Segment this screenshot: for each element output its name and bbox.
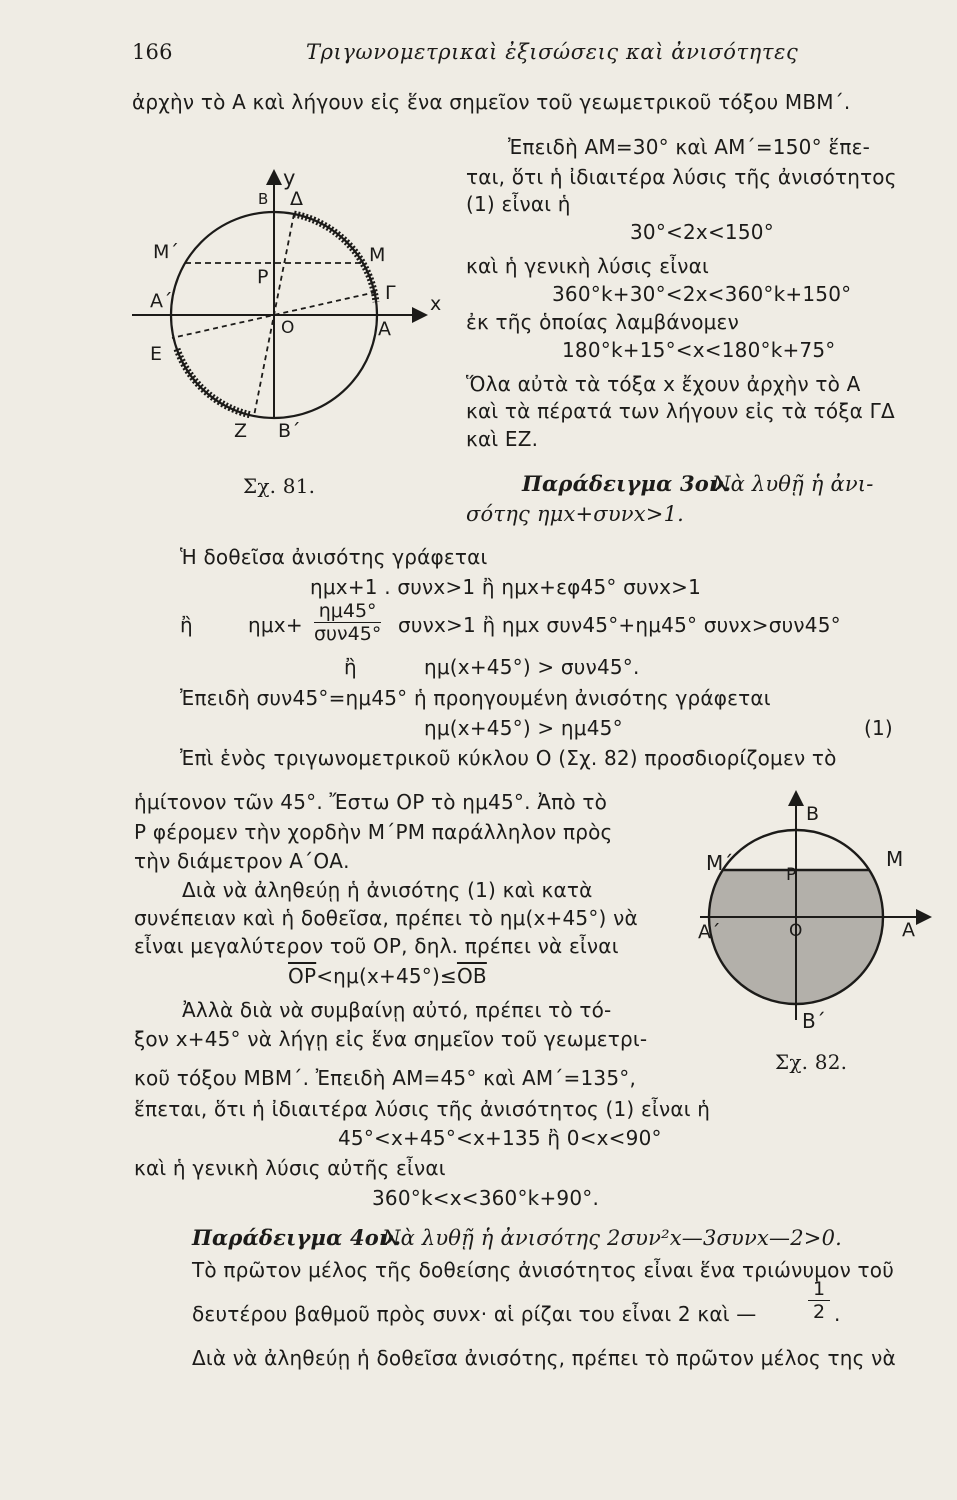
- text-line: Ἀλλὰ διὰ νὰ συμβαίνῃ αὐτό, πρέπει τὸ τό-: [182, 998, 612, 1022]
- fig82-label-a: Α: [902, 919, 915, 941]
- text-line: ἐκ τῆς ὁποίας λαμβάνομεν: [466, 310, 739, 334]
- equation: ημ(x+45°) > ημ45°: [424, 716, 623, 740]
- fraction-denominator: συν45°: [314, 623, 382, 645]
- text-line: ξον x+45° νὰ λήγῃ εἰς ἕνα σημεῖον τοῦ γεωμετρι-: [134, 1027, 648, 1051]
- fig81-label-x: x: [430, 293, 442, 315]
- fig81-label-a1: Α΄: [150, 290, 173, 312]
- fig81-label-m1: Μ΄: [153, 241, 179, 263]
- fig82-label-b1: Β΄: [802, 1009, 826, 1033]
- fig81-label-delta: Δ: [290, 188, 303, 210]
- fig82-label-m: Μ: [886, 847, 904, 871]
- fig82-label-m1: Μ΄: [706, 851, 734, 875]
- text-line: ἕπεται, ὅτι ἡ ἰδιαιτέρα λύσις τῆς ἀνισότητος (1) εἶναι ἡ: [134, 1097, 711, 1121]
- text-line: Τὸ πρῶτον μέλος τῆς δοθείσης ἀνισότητος εἶναι ἕνα τριώνυμον τοῦ: [192, 1258, 894, 1282]
- text-line: ται, ὅτι ἡ ἰδιαιτέρα λύσις τῆς ἀνισότητος: [466, 165, 897, 189]
- fraction-numerator: 1: [808, 1278, 830, 1301]
- inequality: 45°<x+45°<x+135 ἢ 0<x<90°: [338, 1126, 662, 1150]
- fig81-label-m: Μ: [369, 244, 386, 266]
- text-line: ἡμίτονον τῶν 45°. Ἔστω ΟΡ τὸ ημ45°. Ἀπὸ τὸ: [134, 790, 608, 814]
- fig81-label-z: Ζ: [234, 420, 248, 442]
- text-line: Ἐπειδὴ ΑΜ=30° καὶ ΑΜ΄=150° ἕπε-: [508, 135, 871, 159]
- text-line: Διὰ νὰ ἀληθεύῃ ἡ ἀνισότης (1) καὶ κατὰ: [182, 878, 593, 902]
- fig81-label-y: y: [283, 166, 296, 190]
- fig82-label-a1: Α΄: [698, 921, 721, 943]
- inequality-middle: <ημ(x+45°)≤: [316, 964, 457, 988]
- fig82-label-b: Β: [806, 803, 820, 825]
- fig81-label-e: Ε: [150, 343, 163, 365]
- figure-81: [126, 155, 466, 505]
- text-line: καὶ ἡ γενικὴ λύσις αὐτῆς εἶναι: [134, 1156, 446, 1180]
- text-line: Ρ φέρομεν τὴν χορδὴν Μ΄ΡΜ παράλληλον πρὸς: [134, 820, 613, 844]
- fraction-denominator: 2: [812, 1301, 826, 1323]
- inequality: 360°k<x<360°k+90°.: [372, 1186, 600, 1210]
- text-line: Ἡ δοθεῖσα ἀνισότης γράφεται: [180, 545, 488, 569]
- figure-82: [698, 782, 938, 1052]
- equation-ref: (1): [864, 716, 893, 740]
- text-line: ἢ: [180, 613, 193, 637]
- segment-ob: $\overline{OB}$: [456, 964, 487, 988]
- segment-op: $\overline{OP}$: [288, 964, 317, 988]
- fig82-caption: Σχ. 82.: [775, 1050, 848, 1074]
- text-line: καὶ τὰ πέρατά των λήγουν εἰς τὰ τόξα ΓΔ: [466, 399, 895, 423]
- text-line: Διὰ νὰ ἀληθεύῃ ἡ δοθεῖσα ἀνισότης, πρέπει τὸ πρῶτον μέλος της νὰ: [192, 1346, 896, 1370]
- inequality: 30°<2x<150°: [630, 220, 774, 244]
- text-line: κοῦ τόξου ΜΒΜ΄. Ἐπειδὴ ΑΜ=45° καὶ ΑΜ΄=135°,: [134, 1066, 637, 1090]
- text-line: Ἐπὶ ἑνὸς τριγωνομετρικοῦ κύκλου Ο (Σχ. 82) προσδιορίζομεν τὸ: [180, 746, 837, 770]
- fraction: [808, 1278, 830, 1323]
- equation: ημ(x+45°) > συν45°.: [424, 655, 640, 679]
- fig81-label-gamma: Γ: [385, 282, 396, 304]
- fig81-label-a: Α: [378, 318, 391, 340]
- fig81-label-b: B: [258, 190, 269, 208]
- text-line: καὶ ΕΖ.: [466, 427, 539, 451]
- fraction: [314, 600, 381, 645]
- example-3-task: σότης ημx+συνx>1.: [466, 502, 685, 526]
- inequality: 360°k+30°<2x<360°k+150°: [552, 282, 852, 306]
- fig82-label-o: Ο: [789, 921, 803, 941]
- fig81-label-b1: Β΄: [278, 420, 301, 442]
- text-line: εἶναι μεγαλύτερον τοῦ ΟΡ, δηλ. πρέπει νὰ εἶναι: [134, 934, 619, 958]
- text-line: συνέπειαν καὶ ἡ δοθεῖσα, πρέπει τὸ ημ(x+45°) νὰ: [134, 906, 638, 930]
- equation: ημx+: [248, 613, 303, 637]
- running-title: Τριγωνομετρικαὶ ἐξισώσεις καὶ ἀνισότητες: [306, 40, 799, 64]
- text-line: (1) εἶναι ἡ: [466, 192, 571, 216]
- example-4-heading: Παράδειγμα 4ον.: [192, 1225, 402, 1250]
- text-line: τὴν διάμετρον Α΄ΟΑ.: [134, 849, 350, 873]
- example-4-task: Νὰ λυθῇ ἡ ἀνισότης 2συν²x—3συνx—2>0.: [382, 1226, 843, 1250]
- text-line: καὶ ἡ γενικὴ λύσις εἶναι: [466, 254, 709, 278]
- fig81-label-o: Ο: [281, 318, 295, 338]
- fig81-arc-e-z: [177, 349, 251, 415]
- fig82-label-p: Ρ: [786, 865, 797, 885]
- text-line: δευτέρου βαθμοῦ πρὸς συνx· αἱ ρίζαι του εἶναι 2 καὶ —: [192, 1302, 757, 1326]
- equation: συνx>1 ἢ ημx συν45°+ημ45° συνx>συν45°: [398, 613, 841, 637]
- fig81-caption: Σχ. 81.: [243, 474, 316, 498]
- page-number: 166: [132, 40, 173, 64]
- example-3-task: Νὰ λυθῇ ἡ ἀνι-: [712, 472, 874, 496]
- fig81-label-p: Ρ: [257, 266, 269, 288]
- text-line: Ὅλα αὐτὰ τὰ τόξα x ἔχουν ἀρχὴν τὸ Α: [466, 372, 861, 396]
- intro-line: ἀρχὴν τὸ Α καὶ λήγουν εἰς ἕνα σημεῖον τοῦ γεωμετρικοῦ τόξου ΜΒΜ΄.: [132, 90, 851, 114]
- example-3-heading: Παράδειγμα 3ον.: [522, 471, 732, 496]
- fraction-numerator: ημ45°: [314, 600, 381, 623]
- text-line: .: [834, 1302, 841, 1326]
- inequality: [288, 964, 487, 988]
- fig81-arc-gamma-delta: [294, 214, 376, 302]
- text-line: ἢ: [344, 655, 357, 679]
- text-line: Ἐπειδὴ συν45°=ημ45° ἡ προηγουμένη ἀνισότης γράφεται: [180, 686, 771, 710]
- inequality: 180°k+15°<x<180°k+75°: [562, 338, 836, 362]
- equation: ημx+1 . συνx>1 ἢ ημx+εφ45° συνx>1: [310, 575, 702, 599]
